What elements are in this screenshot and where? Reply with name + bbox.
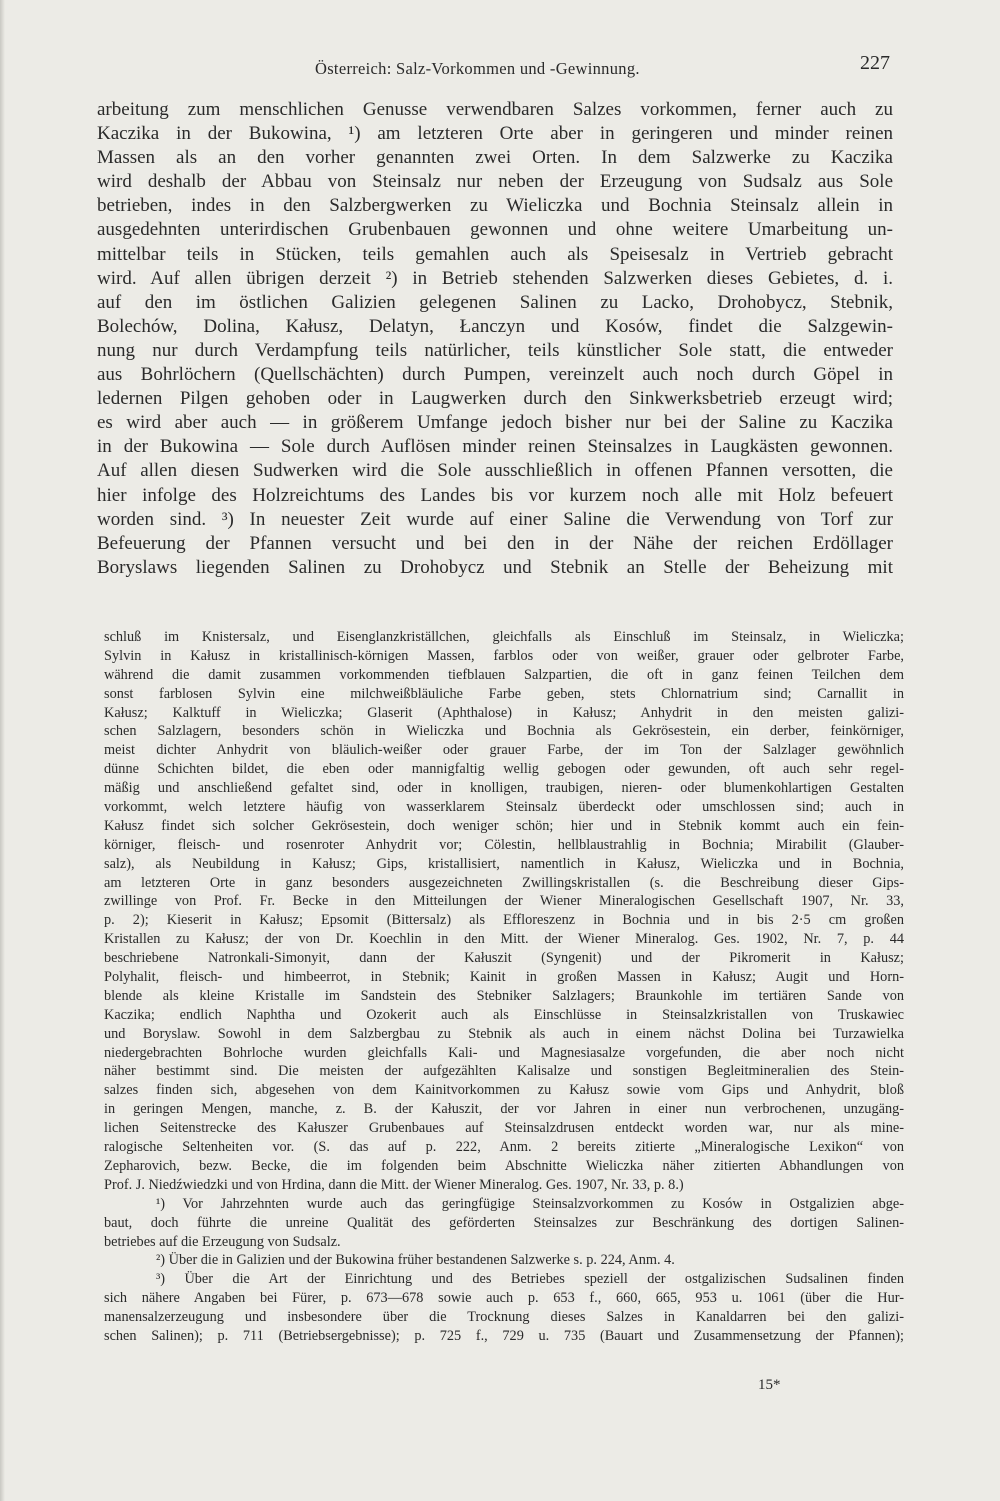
body-line: betrieben, indes in den Salzbergwerken zu Wieliczka und Bochnia Steinsalz allein in: [97, 195, 893, 217]
body-line: ledernen Pilgen gehoben oder in Laugwerken durch den Sinkwerksbetrieb erzeugt wird;: [97, 388, 893, 410]
body-line: auf den im östlichen Galizien gelegenen Salinen zu Lacko, Drohobycz, Stebnik,: [97, 291, 893, 313]
body-line: wird deshalb der Abbau von Steinsalz nur neben der Erzeugung von Sudsalz aus Sole: [97, 171, 893, 193]
body-line: arbeitung zum menschlichen Genusse verwendbaren Salzes vorkommen, ferner auch zu: [97, 99, 893, 120]
footnote-continuation-line: Kaczika; endlich Naphtha und Ozokerit auch als Einschlüsse in Steinsalzkristallen von Truskawiec: [104, 1006, 904, 1023]
footnote-1-line: baut, doch führte die unreine Qualität des geförderten Steinsalzes zur Beschränkung des dortigen Salinen-: [104, 1214, 904, 1231]
body-line: Kaczika in der Bukowina, ¹) am letzteren Orte aber in geringeren und minder reinen: [97, 123, 893, 145]
body-line: ausgedehnten unterirdischen Grubenbauen gewonnen und ohne weitere Umarbeitung un-: [97, 219, 893, 241]
body-line: in der Bukowina — Sole durch Auflösen minder reinen Steinsalzes in Laugkästen gewonnen.: [97, 436, 893, 458]
footnote-continuation-line: körniger, fleisch- und rosenroter Anhydrit vor; Cölestin, hellblaustrahlig in Bochnia; Mirabilit (Glauber-: [104, 836, 904, 853]
footnote-continuation-line: während die damit zusammen vorkommenden tiefblauen Salzpartien, die oft in ganz feinen Teilchen dem: [104, 666, 904, 683]
body-text: [97, 98, 893, 580]
signature-mark: 15*: [758, 1377, 781, 1393]
footnote-continuation-line: dünne Schichten bildet, die eben oder mannigfaltig wellig gebogen oder gewunden, oft auch sehr regel-: [104, 761, 904, 778]
page-edge-shadow: [0, 0, 5, 1501]
footnote-continuation-line: beschriebene Natronkali-Simonyit, dann der Kałuszit (Syngenit) und der Pikromerit in Kałusz;: [104, 950, 904, 967]
footnote-1-line: betriebes auf die Erzeugung von Sudsalz.: [104, 1233, 341, 1250]
footnote-1-line: ¹) Vor Jahrzehnten wurde auch das geringfügige Steinsalzvorkommen zu Kosów in Ostgalizien abge-: [156, 1195, 904, 1212]
footnote-3-line: schen Salinen); p. 711 (Betriebsergebnisse); p. 725 f., 729 u. 735 (Bauart und Zusammensetzung der Pfannen);: [104, 1327, 904, 1344]
footnote-continuation-line: Kałusz findet sich solcher Gekrösestein, doch weniger schön; hier und in Stebnik kommt auch ein fein-: [104, 817, 904, 834]
body-line: Massen als an den vorher genannten zwei Orten. In dem Salzwerke zu Kaczika: [97, 147, 893, 169]
footnote-continuation-line: schluß im Knistersalz, und Eisenglanzkriställchen, gleichfalls als Einschluß im Steinsalz, in Wieliczka;: [104, 629, 904, 645]
footnote-2: ²) Über die in Galizien und der Bukowina früher bestandenen Salzwerke s. p. 224, Anm. 4.: [156, 1252, 675, 1269]
body-line: nung nur durch Verdampfung teils natürlicher, teils künstlicher Sole statt, die entweder: [97, 339, 893, 361]
footnote-continuation-line: p. 2); Kieserit in Kałusz; Epsomit (Bittersalz) als Effloreszenz in Bochnia und in bis 2·5 cm großen: [104, 912, 904, 929]
body-line: aus Bohrlöchern (Quellschächten) durch Pumpen, vereinzelt auch noch durch Göpel in: [97, 364, 893, 386]
body-line: es wird aber auch — in größerem Umfange jedoch bisher nur bei der Saline zu Kaczika: [97, 412, 893, 434]
body-line: Auf allen diesen Sudwerken wird die Sole ausschließlich in offenen Pfannen versotten, die: [97, 460, 893, 482]
footnote-3-line: sich nähere Angaben bei Fürer, p. 673—678 sowie auch p. 653 f., 660, 665, 953 u. 1061 (über die Hur-: [104, 1290, 904, 1307]
footnote-continuation-line: Sylvin in Kałusz in kristallinisch-körnigen Massen, farblos oder von weißer, grauer oder gelbroter Farbe,: [104, 647, 904, 664]
page-header: [97, 52, 890, 82]
footnote-continuation-line: vorkommt, welch letztere häufig von wasserklarem Steinsalz überdeckt oder umschlossen sind; auch in: [104, 799, 904, 816]
footnote-continuation-line: Kristallen zu Kałusz; der von Dr. Koechlin in den Mitt. der Wiener Mineralog. Ges. 1902, Nr. 7, p. 44: [104, 931, 904, 948]
footnote-continuation-line: Polyhalit, fleisch- und himbeerrot, in Stebnik; Kainit in großen Massen in Kałusz; Augit und Horn-: [104, 969, 904, 986]
footnote-continuation-line: am letzteren Orte in ganz besonders ausgezeichneten Zwillingskristallen (s. die Beschreibung dieser Gips-: [104, 874, 904, 891]
footnote-continuation-line: salzes finden sich, abgesehen von dem Kainitvorkommen zu Kałusz sowie vom Gips und Anhydrit, bloß: [104, 1082, 904, 1099]
footnote-continuation-line: näher bestimmt sind. Die meisten der aufgezählten Kalisalze und sonstigen Begleitmineralien des Stein-: [104, 1063, 904, 1080]
body-line: Boryslaws liegenden Salinen zu Drohobycz und Stebnik an Stelle der Beheizung mit: [97, 556, 893, 578]
footnote-continuation-line: ralogische Seltenheiten vor. (S. das auf p. 222, Anm. 2 bereits zitierte „Mineralogische Lexikon“ von: [104, 1139, 904, 1156]
footnote-continuation-line: zwillinge von Prof. Fr. Becke in den Mitteilungen der Wiener Mineralogischen Gesellschaft 1907, Nr. 33,: [104, 893, 904, 910]
footnote-3-line: ³) Über die Art der Einrichtung und des Betriebes speziell der ostgalizischen Sudsalinen finden: [156, 1271, 904, 1288]
footnote-3-line: manensalzerzeugung und insbesondere über die Trocknung dieses Salzes in Kanaldarren bei den galizi-: [104, 1309, 904, 1326]
footnote-continuation-line: Prof. J. Niedźwiedzki und von Hrdina, dann die Mitt. der Wiener Mineralog. Ges. 1907, Nr. 33, p. 8.): [104, 1176, 684, 1193]
footnote-continuation-line: meist dichter Anhydrit von bläulich-weißer oder grauer Farbe, der im Ton der Salzlager gewöhnlich: [104, 742, 904, 759]
footnote-block: [104, 628, 904, 1346]
footnote-continuation-line: niedergebrachten Bohrloche wurden gleichfalls Kali- und Magnesiasalze vorgefunden, die aber noch nicht: [104, 1044, 904, 1061]
footnote-continuation-line: sonst farblosen Sylvin eine milchweißbläuliche Farbe geben, stets Chlornatrium sind; Carnallit in: [104, 685, 904, 702]
footnote-continuation-line: Zepharovich, bezw. Becke, die im folgenden beim Abschnitte Wieliczka näher zitierten Abhandlungen von: [104, 1157, 904, 1174]
body-line: mittelbar teils in Stücken, teils gemahlen auch als Speisesalz in Vertrieb gebracht: [97, 243, 893, 265]
running-head: Österreich: Salz-Vorkommen und -Gewinnung.: [315, 59, 640, 78]
body-line: wird. Auf allen übrigen derzeit ²) in Betrieb stehenden Salzwerken dieses Gebietes, d. i.: [97, 267, 893, 289]
footnote-continuation-line: und Boryslaw. Sowohl in dem Salzbergbau zu Stebnik als auch in einem nächst Dolina bei Turzawielka: [104, 1025, 904, 1042]
footnote-continuation-line: lichen Seitenstrecke des Kałuszer Grubenbaues auf Steinsalzdrusen entdeckt worden war, nur als mine-: [104, 1120, 904, 1137]
body-line: hier infolge des Holzreichtums des Landes bis vor kurzem noch alle mit Holz befeuert: [97, 484, 893, 506]
page-number: 227: [860, 52, 890, 74]
footnote-continuation-line: salz), als Neubildung in Kałusz; Gips, kristallisiert, namentlich in Kałusz, Wieliczka und in Bochnia,: [104, 855, 904, 872]
body-line: Bolechów, Dolina, Kałusz, Delatyn, Łanczyn und Kosów, findet die Salzgewin-: [97, 315, 893, 337]
footnote-continuation-line: blende als kleine Kristalle im Sandstein des Stebniker Salzlagers; Braunkohle im tertiären Sande von: [104, 987, 904, 1004]
body-line: worden sind. ³) In neuester Zeit wurde auf einer Saline die Verwendung von Torf zur: [97, 508, 893, 530]
footnote-continuation-line: schen Salzlagern, besonders schön in Wieliczka und Bochnia als Gekrösestein, ein derber, feinkörniger,: [104, 723, 904, 740]
body-line: Befeuerung der Pfannen versucht und bei den in der Nähe der reichen Erdöllager: [97, 532, 893, 554]
footnote-continuation-line: mäßig und anschließend gefaltet sind, oder in knolligen, traubigen, nieren- oder blumenkohlartigen Gestalten: [104, 780, 904, 797]
footnote-continuation-line: Kałusz; Kalktuff in Wieliczka; Glaserit (Aphthalose) in Kałusz; Anhydrit in den meisten galizi-: [104, 704, 904, 721]
footnote-continuation-line: in geringen Mengen, manche, z. B. der Kałuszit, der vor Jahren in einer nun verbrochenen, unzugäng-: [104, 1101, 904, 1118]
